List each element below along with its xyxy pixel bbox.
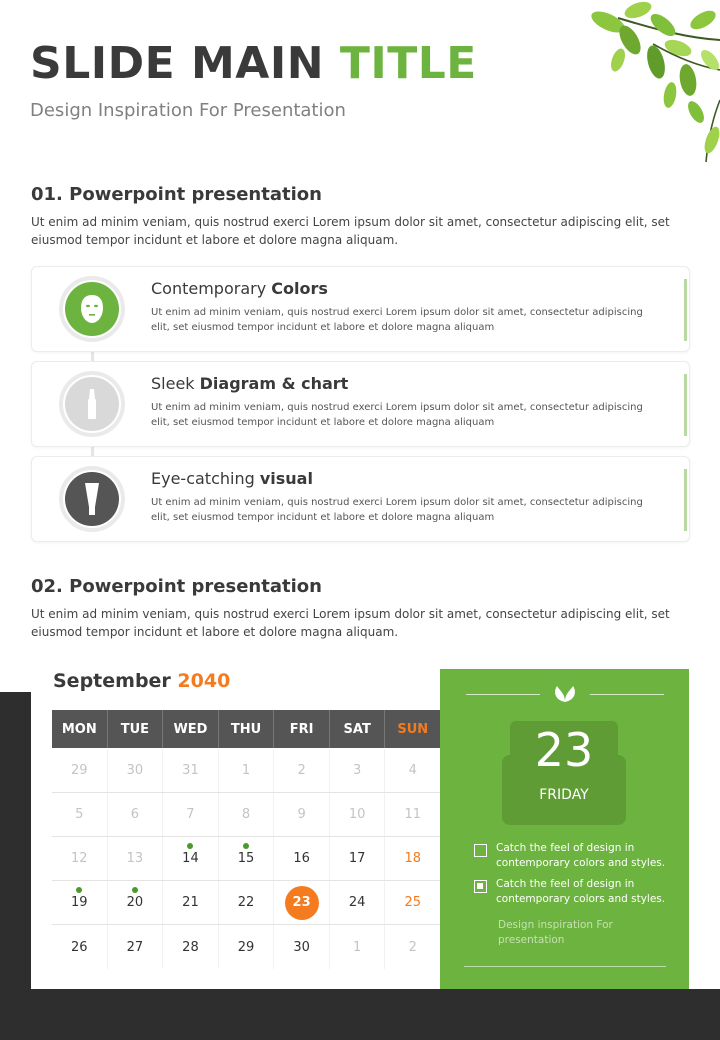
panel-divider [590,694,664,695]
calendar-weekday-header [52,710,440,748]
event-dot-icon [187,843,193,849]
calendar-day-number: 2 [297,763,306,778]
face-mask-icon [79,294,105,324]
calendar-day-number: 6 [130,807,139,822]
calendar-day-number: 30 [126,763,144,778]
calendar-day[interactable] [330,749,386,792]
calendar-day[interactable] [330,881,386,924]
calendar-day-number: 11 [404,807,422,822]
calendar-month-title: September 2040 [53,670,231,692]
panel-divider-bottom [464,966,666,967]
task-text: Catch the feel of design in contemporary colors and styles. [496,842,666,869]
calendar-day-number: 16 [293,851,310,866]
calendar-week-row [52,749,440,793]
title-accent: TITLE [339,38,477,89]
calendar-day-number: 5 [75,807,84,822]
calendar-day[interactable] [385,881,440,924]
date-panel [440,669,689,989]
event-dot-icon [132,887,138,893]
feature-icon-circle [59,276,125,342]
calendar-day[interactable] [108,749,164,792]
section2-text: Ut enim ad minim veniam, quis nostrud exerci Lorem ipsum dolor sit amet, consectetur adipiscing elit, set eiusmod tempor incidunt et labore et dolore magna aliquam. [31,607,670,639]
selected-date-weekday: FRIDAY [539,787,589,803]
calendar-day[interactable] [108,793,164,836]
calendar-day[interactable] [52,837,108,880]
weekday-sat: SAT [330,710,386,748]
calendar-day[interactable] [219,881,275,924]
calendar-day-number: 21 [182,895,199,910]
calendar-day-number: 12 [71,851,88,866]
calendar-day[interactable] [274,925,330,969]
task-checkbox[interactable] [474,844,487,857]
leaves-decoration [578,0,720,165]
card-accent-bar [684,279,687,341]
calendar-day-number: 25 [404,895,422,910]
calendar-day-number: 31 [182,763,199,778]
calendar-day[interactable] [163,925,219,969]
dark-band-bottom [0,989,720,1040]
calendar-day-number: 7 [186,807,195,822]
calendar-day-number: 4 [408,763,417,778]
event-dot-icon [76,887,82,893]
calendar-day[interactable] [52,793,108,836]
page-title [30,38,477,89]
calendar-day-number: 26 [71,939,88,955]
calendar-day[interactable] [52,749,108,792]
calendar-day-number: 19 [71,895,88,910]
calendar-day-number: 23 [285,886,319,920]
calendar-day[interactable] [274,793,330,836]
calendar-day-number: 3 [353,763,362,778]
calendar-day-number: 20 [126,895,144,910]
feature-text: Ut enim ad minim veniam, quis nostrud exerci Lorem ipsum dolor sit amet, consectetur adipiscing elit, set eiusmod tempor incidunt et labore et dolore magna aliquam [151,497,643,523]
section2-heading: 02. Powerpoint presentation [31,576,322,597]
selected-date-box [502,721,626,825]
section1-text: Ut enim ad minim veniam, quis nostrud exerci Lorem ipsum dolor sit amet, consectetur adipiscing elit, set eiusmod tempor incidunt et labore et dolore magna aliquam. [31,215,670,247]
calendar-day[interactable] [108,881,164,924]
calendar-day[interactable] [385,749,440,792]
section1-heading: 01. Powerpoint presentation [31,184,322,205]
task-checkbox-checked[interactable] [474,880,487,893]
calendar-week-row [52,793,440,837]
feature-title: Sleek Diagram & chart [151,374,349,393]
leaf-icon [551,684,579,704]
calendar-day-number: 13 [126,851,144,866]
calendar-day-number: 1 [353,939,362,955]
panel-divider [466,694,540,695]
feature-icon-circle [59,466,125,532]
calendar-day-number: 9 [297,807,306,822]
calendar-day[interactable] [274,837,330,880]
calendar-day-number: 8 [241,807,251,822]
calendar-day[interactable] [330,925,386,969]
feature-text: Ut enim ad minim veniam, quis nostrud exerci Lorem ipsum dolor sit amet, consectetur adipiscing elit, set eiusmod tempor incidunt et labore et dolore magna aliquam [151,402,643,428]
feature-text: Ut enim ad minim veniam, quis nostrud exerci Lorem ipsum dolor sit amet, consectetur adipiscing elit, set eiusmod tempor incidunt et labore et dolore magna aliquam [151,307,643,333]
calendar-day[interactable] [219,793,275,836]
panel-note: Design inspiration For presentation [498,919,613,946]
calendar-day[interactable] [163,749,219,792]
feature-title: Eye-catching visual [151,469,313,488]
calendar-day-number: 2 [408,939,417,955]
calendar-day-number: 1 [241,763,251,778]
lipstick-tube-icon [85,387,99,421]
calendar-day[interactable] [52,925,108,969]
weekday-sun: SUN [385,710,440,748]
calendar-day-number: 22 [237,895,255,910]
weekday-wed: WED [163,710,219,748]
title-main: SLIDE MAIN [30,38,340,89]
feature-title: Contemporary Colors [151,279,328,298]
calendar-day[interactable] [163,793,219,836]
feature-card-visual [31,456,690,542]
weekday-tue: TUE [108,710,164,748]
calendar-day[interactable] [330,837,386,880]
cosmetic-tube-icon [83,481,101,517]
calendar-day-number: 28 [182,939,199,955]
calendar-day-number: 14 [182,851,199,866]
calendar-day-number: 29 [71,763,88,778]
card-accent-bar [684,374,687,436]
calendar-day[interactable] [108,925,164,969]
calendar-day[interactable] [163,881,219,924]
calendar-day[interactable] [219,925,275,969]
calendar-week-row [52,837,440,881]
calendar-day-today[interactable] [274,881,330,924]
calendar-day[interactable] [219,837,275,880]
calendar-day-number: 30 [293,939,310,955]
calendar-day-number: 15 [237,851,255,866]
calendar-day-number: 17 [348,851,366,866]
calendar-day-number: 10 [348,807,366,822]
weekday-fri: FRI [274,710,330,748]
calendar-week-row [52,881,440,925]
calendar-week-row [52,925,440,969]
calendar-day[interactable] [52,881,108,924]
dark-band-left [0,692,31,992]
event-dot-icon [243,843,249,849]
card-accent-bar [684,469,687,531]
calendar-grid [52,749,440,969]
calendar-day[interactable] [385,925,440,969]
feature-card-diagram [31,361,690,447]
task-text: Catch the feel of design in contemporary colors and styles. [496,878,666,905]
feature-card-colors [31,266,690,352]
weekday-thu: THU [219,710,275,748]
weekday-mon: MON [52,710,108,748]
calendar-day[interactable] [330,793,386,836]
calendar-day-number: 24 [348,895,366,910]
calendar-day[interactable] [385,793,440,836]
selected-date-number: 23 [534,723,594,777]
calendar-day[interactable] [163,837,219,880]
calendar-day[interactable] [274,749,330,792]
calendar-day-number: 18 [404,851,422,866]
calendar-day[interactable] [385,837,440,880]
page-subtitle: Design Inspiration For Presentation [30,100,346,121]
calendar-day-number: 29 [237,939,255,955]
calendar-day[interactable] [108,837,164,880]
calendar-day[interactable] [219,749,275,792]
calendar-day-number: 27 [126,939,144,955]
feature-icon-circle [59,371,125,437]
